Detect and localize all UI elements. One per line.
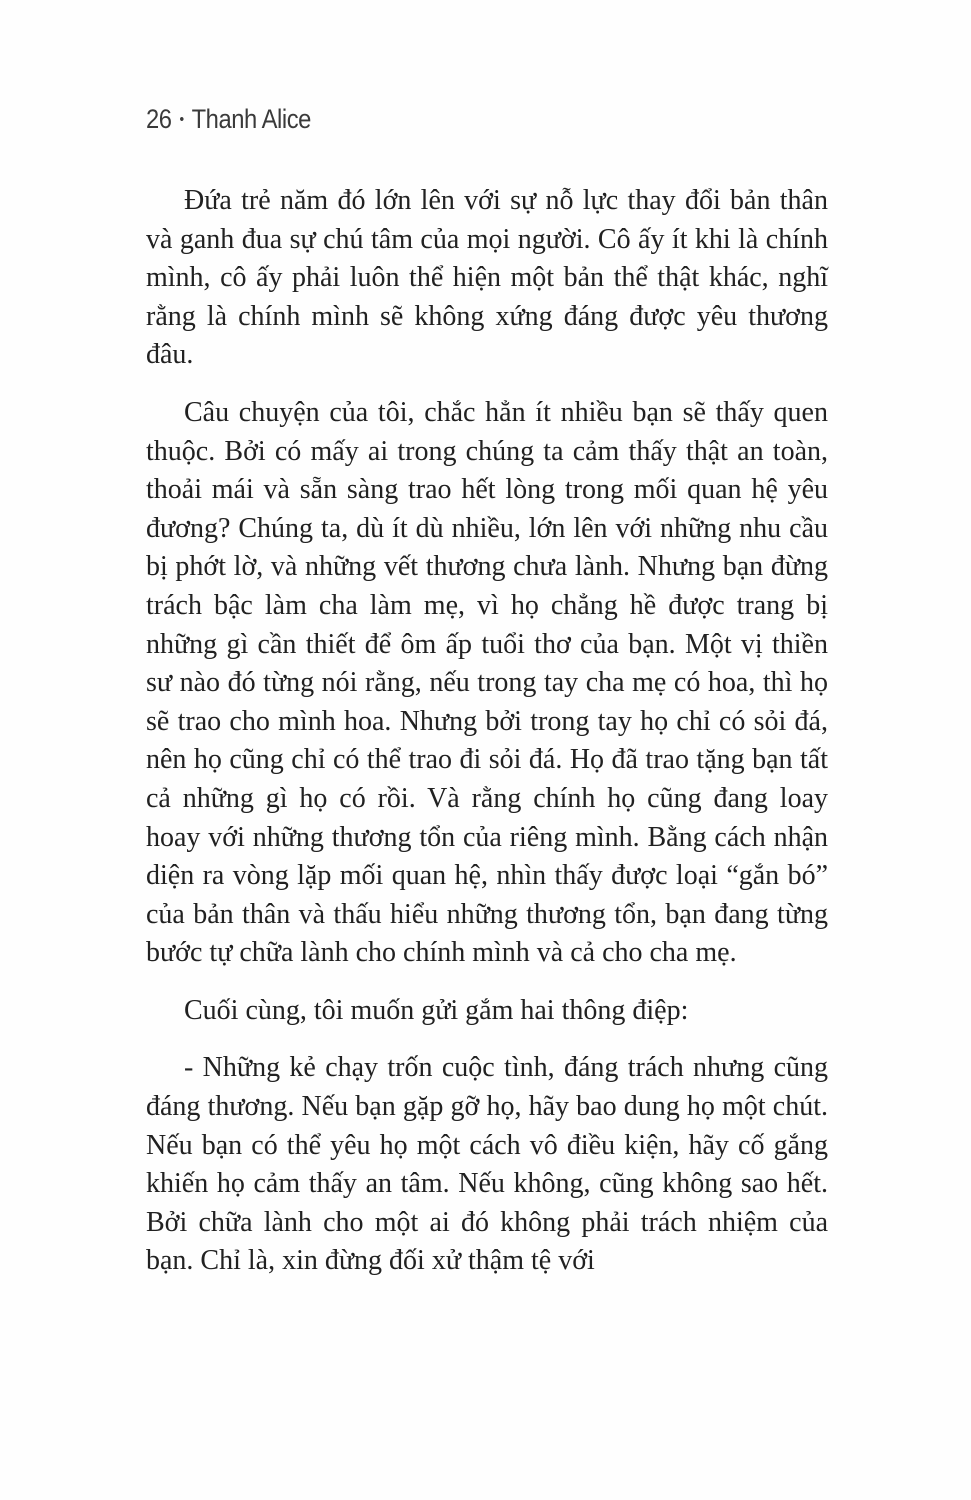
paragraph: Câu chuyện của tôi, chắc hẳn ít nhiều bạn sẽ thấy quen thuộc. Bởi có mấy ai trong chúng ta cảm thấy thật an toàn, thoải mái và sẵn sàng trao hết lòng trong mối quan hệ yêu đương? Chúng ta, dù ít dù nhiều, lớn lên với những nhu cầu bị phớt lờ, và những vết thương chưa lành. Nhưng bạn đừng trách bậc làm cha làm mẹ, vì họ chẳng hề được trang bị những gì cần thiết để ôm ấp tuổi thơ của bạn. Một vị thiền sư nào đó từng nói rằng, nếu trong tay cha mẹ có hoa, thì họ sẽ trao cho mình hoa. Nhưng bởi trong tay họ chỉ có sỏi đá, nên họ cũng chỉ có thể trao đi sỏi đá. Họ đã trao tặng bạn tất cả những gì họ có rồi. Và rằng chính họ cũng đang loay hoay với những thương tổn của riêng mình. Bằng cách nhận diện ra vòng lặp mối quan hệ, nhìn thấy được loại “gắn bó” của bản thân và thấu hiểu những thương tổn, bạn đang từng bước tự chữa lành cho chính mình và cả cho cha mẹ. — [146, 396, 828, 969]
paragraph: Cuối cùng, tôi muốn gửi gắm hai thông điệp: — [184, 994, 689, 1026]
page-body — [146, 182, 828, 1281]
running-header — [146, 104, 311, 135]
separator-dot-icon: • — [179, 111, 184, 128]
paragraph: - Những kẻ chạy trốn cuộc tình, đáng trách nhưng cũng đáng thương. Nếu bạn gặp gỡ họ, hãy bao dung họ một chút. Nếu bạn có thể yêu họ một cách vô điều kiện, hãy cố gắng khiến họ cảm thấy an tâm. Nếu không, cũng không sao hết. Bởi chữa lành cho một ai đó không phải trách nhiệm của bạn. Chỉ là, xin đừng đối xử thậm tệ với — [146, 1052, 828, 1277]
author-name: Thanh Alice — [191, 104, 311, 134]
page-number: 26 — [146, 104, 172, 134]
paragraph: Đứa trẻ năm đó lớn lên với sự nỗ lực thay đổi bản thân và ganh đua sự chú tâm của mọi người. Cô ấy ít khi là chính mình, cô ấy phải luôn thể hiện một bản thể thật khác, nghĩ rằng là chính mình sẽ không xứng đáng được yêu thương đâu. — [146, 185, 828, 371]
